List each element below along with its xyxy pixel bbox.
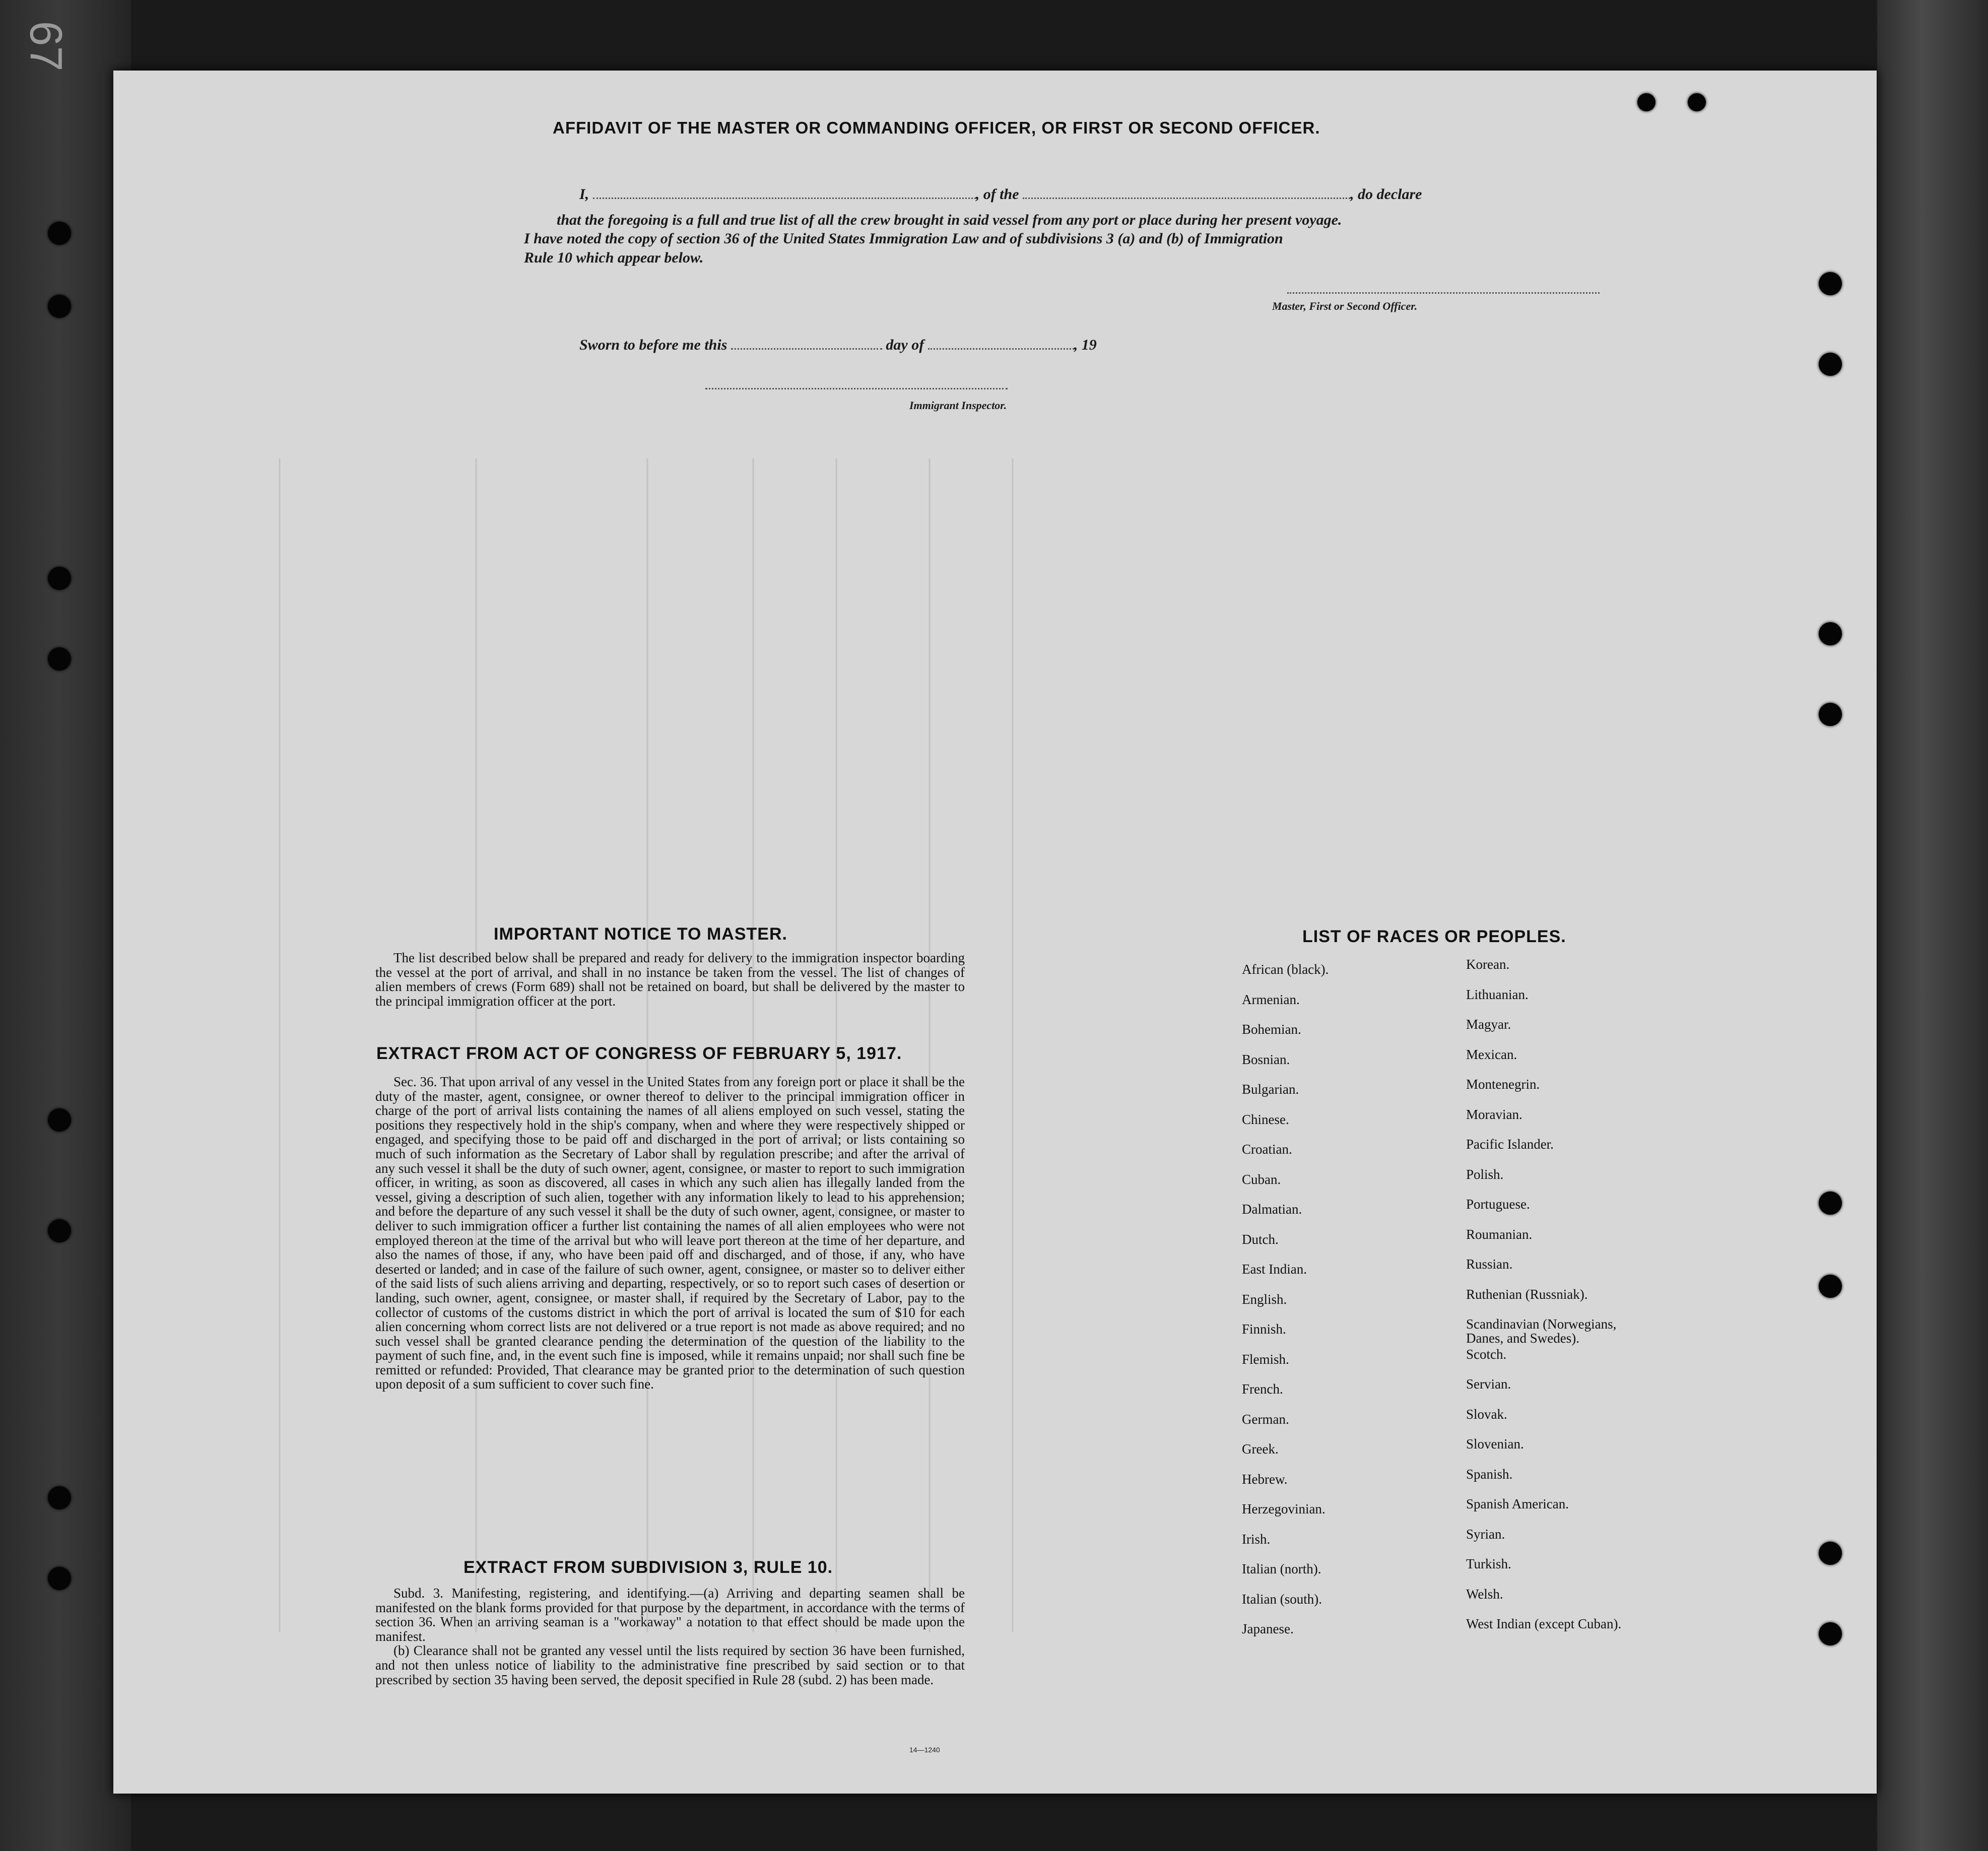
binder-hole bbox=[48, 567, 71, 590]
inspector-signature-line[interactable] bbox=[705, 388, 1008, 389]
race-item: Armenian. bbox=[1242, 991, 1300, 1007]
race-item: Roumanian. bbox=[1466, 1226, 1533, 1242]
affidavit-line-4: Rule 10 which appear below. bbox=[524, 249, 704, 266]
race-item: Croatian. bbox=[1242, 1142, 1292, 1157]
race-item: Welsh. bbox=[1466, 1586, 1503, 1602]
master-signature-line[interactable] bbox=[1287, 292, 1600, 294]
race-item: Montenegrin. bbox=[1466, 1077, 1540, 1092]
race-item: Italian (south). bbox=[1242, 1591, 1322, 1607]
rule-extract-b: (b) Clearance shall not be granted any vessel until the lists required by section 36 have been furnished, and not then unless notice of liability to the administrative fine prescribed by said section or to that prescribed by section 35 having been served, the deposit specified in Rule 28 (subd. 2) has been made. bbox=[375, 1643, 965, 1687]
race-item: Greek. bbox=[1242, 1441, 1279, 1457]
manifest-page bbox=[113, 71, 1877, 1794]
act-extract-title: EXTRACT FROM ACT OF CONGRESS OF FEBRUARY 5, 1917. bbox=[376, 1044, 902, 1063]
race-item: Pacific Islander. bbox=[1466, 1137, 1554, 1152]
races-column-2 bbox=[1466, 957, 1768, 1647]
sworn-day-of: day of bbox=[886, 337, 924, 353]
sworn-day-field[interactable] bbox=[731, 336, 882, 350]
race-item: Magyar. bbox=[1466, 1017, 1511, 1032]
sworn-line bbox=[579, 336, 1097, 354]
sworn-month-field[interactable] bbox=[928, 336, 1074, 350]
race-item: Russian. bbox=[1466, 1257, 1513, 1272]
declaration-i: I, bbox=[579, 186, 589, 203]
affidavit-line-2: that the foregoing is a full and true list of all the crew brought in said vessel from any port or place during her present voyage. bbox=[557, 212, 1342, 228]
form-number: 14—1240 bbox=[909, 1746, 940, 1754]
sworn-year: , 19 bbox=[1074, 337, 1097, 353]
binder-hole bbox=[48, 222, 71, 245]
race-item: Ruthenian (Russniak). bbox=[1466, 1286, 1588, 1302]
race-item: French. bbox=[1242, 1381, 1283, 1397]
binder-hole bbox=[48, 1486, 71, 1509]
race-item: Spanish American. bbox=[1466, 1496, 1569, 1511]
race-item: Bohemian. bbox=[1242, 1022, 1301, 1037]
race-item: Lithuanian. bbox=[1466, 986, 1529, 1002]
affidavit-title: AFFIDAVIT OF THE MASTER OR COMMANDING OFFICER, OR FIRST OR SECOND OFFICER. bbox=[553, 118, 1320, 137]
races-column-1 bbox=[1242, 962, 1443, 1652]
race-item: Moravian. bbox=[1466, 1106, 1522, 1122]
races-title: LIST OF RACES OR PEOPLES. bbox=[1302, 927, 1566, 946]
race-item: Dalmatian. bbox=[1242, 1202, 1302, 1217]
affidavit-line-3: I have noted the copy of section 36 of the United States Immigration Law and of subdivisions 3 (a) and (b) of Immigration bbox=[524, 230, 1283, 247]
race-item: Portuguese. bbox=[1466, 1197, 1530, 1212]
rule-extract-title: EXTRACT FROM SUBDIVISION 3, RULE 10. bbox=[463, 1558, 833, 1577]
race-item: Hebrew. bbox=[1242, 1471, 1288, 1487]
race-item: Turkish. bbox=[1466, 1556, 1511, 1571]
race-item: Finnish. bbox=[1242, 1321, 1286, 1337]
race-item: Herzegovinian. bbox=[1242, 1501, 1326, 1516]
race-item: English. bbox=[1242, 1291, 1287, 1307]
affidavit-declaration-line bbox=[579, 185, 1422, 203]
race-item: Bosnian. bbox=[1242, 1051, 1290, 1067]
vessel-field[interactable] bbox=[1023, 185, 1350, 199]
binder-hole bbox=[48, 1219, 71, 1242]
notice-title: IMPORTANT NOTICE TO MASTER. bbox=[494, 924, 787, 944]
race-item: Chinese. bbox=[1242, 1111, 1289, 1127]
race-item: Korean. bbox=[1466, 957, 1510, 972]
race-item: Japanese. bbox=[1242, 1621, 1294, 1636]
binder-hole bbox=[48, 1567, 71, 1590]
race-item: African (black). bbox=[1242, 962, 1329, 977]
race-item: Cuban. bbox=[1242, 1171, 1281, 1187]
name-field[interactable] bbox=[593, 185, 976, 199]
declaration-do-declare: , do declare bbox=[1350, 186, 1422, 203]
race-item: Dutch. bbox=[1242, 1231, 1279, 1247]
race-item: Italian (north). bbox=[1242, 1561, 1321, 1576]
binder-hole bbox=[48, 647, 71, 671]
race-item: Polish. bbox=[1466, 1166, 1504, 1182]
race-item: Scotch. bbox=[1466, 1346, 1507, 1362]
race-item: German. bbox=[1242, 1411, 1289, 1427]
declaration-of-the: , of the bbox=[975, 186, 1019, 203]
race-item: Bulgarian. bbox=[1242, 1082, 1299, 1097]
margin-handwriting: 67 bbox=[20, 21, 71, 72]
race-item: Spanish. bbox=[1466, 1466, 1513, 1482]
race-item: Syrian. bbox=[1466, 1526, 1505, 1542]
race-item: East Indian. bbox=[1242, 1262, 1307, 1277]
sworn-prefix: Sworn to before me this bbox=[579, 337, 727, 353]
inspector-signature-label: Immigrant Inspector. bbox=[909, 399, 1007, 412]
race-item: Servian. bbox=[1466, 1376, 1511, 1392]
binding-edge-right bbox=[1877, 0, 1988, 1851]
race-item: Mexican. bbox=[1466, 1046, 1517, 1062]
race-item: Slovak. bbox=[1466, 1406, 1507, 1422]
race-item: Scandinavian (Norwegians, Danes, and Swedes). bbox=[1466, 1316, 1617, 1346]
binder-hole bbox=[48, 295, 71, 318]
notice-text: The list described below shall be prepared and ready for delivery to the immigration inspector boarding the vessel at the port of arrival, and shall in no instance be taken from the vessel. The list of changes of alien members of crews (Form 689) shall not be retained on board, but shall be delivered by the master to the principal immigration officer at the port. bbox=[375, 950, 965, 1009]
race-item: Slovenian. bbox=[1466, 1436, 1524, 1451]
race-item: Flemish. bbox=[1242, 1351, 1289, 1367]
rule-extract-a: Subd. 3. Manifesting, registering, and identifying.—(a) Arriving and departing seamen shall be manifested on the blank forms provided for that purpose by the department, in accordance with the terms of section 36. When an arriving seaman is a "workaway" a notation to that effect should be made upon the manifest. bbox=[375, 1585, 965, 1644]
rule-extract-text bbox=[375, 1586, 965, 1687]
binder-hole bbox=[48, 1108, 71, 1132]
master-signature-label: Master, First or Second Officer. bbox=[1272, 300, 1418, 312]
race-item: Irish. bbox=[1242, 1531, 1271, 1547]
act-extract-text: Sec. 36. That upon arrival of any vessel in the United States from any foreign port or place it shall be the duty of the master, agent, consignee, or owner thereof to deliver to the principal immigration officer in charge of the port of arrival lists containing the names of all aliens employed on such vessel, stating the positions they respectively hold in the ship's company, when and where they were respectively shipped or engaged, and specifying those to be paid off and discharged in the port of arrival; or lists containing so much of such information as the Secretary of Labor shall by regulation prescribe; and after the arrival of any such vessel it shall be the duty of such owner, agent, consignee, or master to report to such immigration officer, in writing, as soon as discovered, all cases in which any such alien has illegally landed from the vessel, giving a description of such alien, together with any information likely to lead to his apprehension; and before the departure of any such vessel it shall be the duty of such owner, agent, consignee, or master to deliver to such immigration officer a further list containing the names of all alien employees who were not employed thereon at the time of the arrival but who will leave port thereon at the time of her departure, and also the names of those, if any, who have been paid off and discharged, and of those, if any, who have deserted or landed; and in case of the failure of such owner, agent, consignee, or master so to deliver either of the said lists of such aliens arriving and departing, respectively, or so to report such cases of desertion or landing, such owner, agent, consignee, or master shall, if required by the Secretary of Labor, pay to the collector of customs of the customs district in which the port of arrival is located the sum of $10 for each alien concerning whom correct lists are not delivered or a true report is not made as above required; and no such vessel shall be granted clearance pending the determination of the question of the liability to the payment of such fine, and, in the event such fine is imposed, while it remains unpaid; nor shall such fine be remitted or refunded: Provided, That clearance may be granted prior to the determination of such question upon deposit of a sum sufficient to cover such fine. bbox=[375, 1074, 965, 1392]
race-item: West Indian (except Cuban). bbox=[1466, 1616, 1622, 1631]
